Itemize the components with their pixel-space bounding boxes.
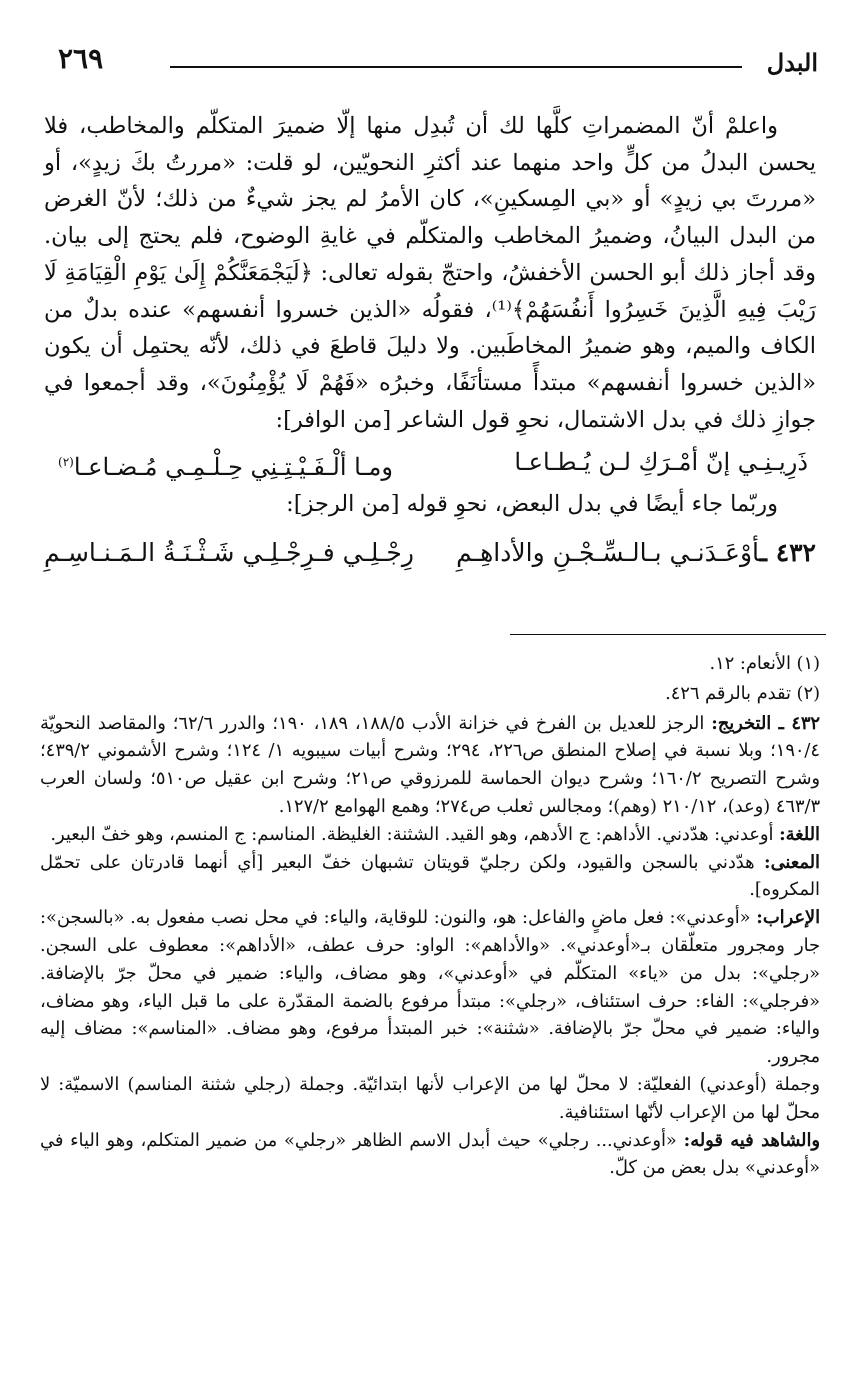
verse-432-first-hemistich: [456, 529, 816, 577]
paragraph-2: وربّما جاء أيضًا في بدل البعض، نحوِ قوله [من الرجز]:: [286, 491, 778, 518]
maana-note: [40, 849, 820, 905]
lugha-text: أوعدني: هدّدني. الأداهم: ج الأدهم، وهو القيد. الشثنة: الغليظة. المناسم: ج المنسم، وهو خفّ البعير.: [50, 823, 774, 845]
footnote-ref-2: (٢): [58, 455, 74, 470]
lugha-note: [40, 821, 820, 849]
shahid-note: [40, 1127, 820, 1183]
verse-1-second-hemistich: [58, 438, 393, 486]
shahid-label: والشاهد فيه قوله:: [683, 1129, 821, 1151]
poem-verse-432: [44, 529, 816, 577]
running-title: البدل: [766, 48, 818, 77]
page-number: ٢٦٩: [58, 42, 104, 75]
page-header: [58, 42, 818, 78]
irab-label: الإعراب:: [756, 907, 821, 929]
verse-number: ٤٣٢ ـ: [759, 538, 816, 568]
footnotes: [40, 648, 820, 1182]
jumla-note: وجملة (أوعدني) الفعليّة: لا محلّ لها من الإعراب لأنها ابتدائيّة. وجملة (رجلي شثنة المناسم) الاسميّة: لا محلّ لها من الإعراب لأنّها استئنافية.: [40, 1073, 820, 1123]
verse-432-first-hemistich-text: أوْعَـدَنـي بـالـسِّـجْـنِ والأداهِـمِ: [456, 538, 760, 568]
paragraph-1: واعلمْ أنّ المضمراتِ كلَّها لك أن تُبدِل منها إلّا ضميرَ المتكلّم والمخاطب، فلا يحسن البدلُ من كلٍّ واحد منهما عند أكثرِ النحويّين، لو قلت: «مررتُ بكَ زيدٍ»، أو «مررتَ بي زيدٍ» أو «بي المِسكينِ»، كان الأمرُ لم يجز شيءٌ من ذلك؛ لأنّ الغرض من البدل البيانُ، وضميرُ المخاطب والمتكلّم في غايةِ الوضوح، فلم يحتج إلى بيان. وقد أجاز ذلك أبو الحسن الأخفشُ، واحتجّ بقوله تعالى: ﴿لَيَجْمَعَنَّكُمْ إِلَىٰ يَوْمِ الْقِيَامَةِ لَا رَيْبَ فِيهِ الَّذِينَ خَسِرُوا أَنفُسَهُمْ﴾⁽¹⁾، فقولُه «الذين خسروا أنفسهم» عنده بدلٌ من الكاف والميم، وهو ضميرُ المخاطَبين. ولا دليلَ قاطعَ في ذلك، لأنّه يحتمِل أن يكون «الذين خسروا أنفسهم» مبتدأً مستأنَفًا، وخبرُه «فَهُمْ لَا يُؤْمِنُونَ»، وقد أجمعوا في جوازِ ذلك في بدل الاشتمال، نحوِ قول الشاعر [من الوافر]:: [44, 113, 816, 433]
footnote-1: (١) الأنعام: ١٢.: [709, 653, 820, 674]
poem-verse-1: [44, 438, 816, 486]
main-text: [44, 108, 816, 577]
irab-note: [40, 904, 820, 1071]
verse-1-first-hemistich: ذَرِيـنِـي إنّ أمْـرَكِ لـن يُـطـاعـا: [514, 448, 808, 477]
takhrij-label: ٤٣٢ ـ التخريج:: [711, 712, 820, 734]
verse-1-second-hemistich-text: ومـا ألْـفَـيْـتِـنِي حِـلْـمِـي مُـضـاعـا: [73, 453, 393, 482]
takhrij-note: [40, 710, 820, 821]
irab-text: «أوعدني»: فعل ماضٍ والفاعل: هو، والنون: للوقاية، والياء: في محل نصب مفعول به. «بالسجن»: جار ومجرور متعلّقان بـ«أوعدني». «والأداهم»: الواو: حرف عطف، «الأداهم»: معطوف على السجن. «رجلي»: بدل من «ياء» المتكلّم في «أوعدني»، وهو مضاف، والياء: ضمير في محلّ جرّ بالإضافة. «فرجلي»: الفاء: حرف استئناف، «رجلي»: مبتدأ مرفوع بالضمة المقدّرة على ما قبل الياء، وهو مضاف، والياء: ضمير في محلّ جرّ بالإضافة. «شثنة»: خبر المبتدأ مرفوع، وهو مضاف. «المناسم»: مضاف إليه مجرور.: [40, 907, 820, 1068]
maana-label: المعنى:: [764, 851, 820, 873]
footnote-separator: [510, 634, 826, 635]
lugha-label: اللغة:: [779, 823, 820, 845]
verse-432-second-hemistich: رِجْـلِـي فـرِجْـلِـي شَـثْـنَـةُ الـمَـنـاسِـمِ: [44, 538, 414, 568]
header-rule: [170, 66, 742, 68]
shahid-text: «أوعدني... رجلي» حيث أبدل الاسم الظاهر «رجلي» من ضمير المتكلم، وهو الياء في «أوعدني» بدل بعض من كلّ.: [40, 1129, 820, 1179]
takhrij-text: الرجز للعديل بن الفرخ في خزانة الأدب ١٨٨/٥، ١٨٩، ١٩٠؛ والدرر ٦٢/٦؛ والمقاصد النحويّة ١٩٠/٤؛ وبلا نسبة في إصلاح المنطق ص٢٢٦، ٢٩٤؛ وشرح أبيات سيبويه ١/ ١٢٤؛ وشرح الأشموني ٤٣٩/٢؛ وشرح التصريح ١٦٠/٢؛ وشرح ديوان الحماسة للمرزوقي ص٢١؛ وشرح ابن عقيل ص٥١٠؛ ولسان العرب ٤٦٣/٣ (وعد)، ٢١٠/١٢ (وهم)؛ ومجالس ثعلب ص٢٧٤؛ وهمع الهوامع ١٢٧/٢.: [40, 712, 820, 817]
footnote-2: (٢) تقدم بالرقم ٤٢٦.: [665, 682, 820, 704]
maana-text: هدّدني بالسجن والقيود، ولكن رجليّ قويتان تشبهان خفّ البعير [أي أنهما قادرتان على تحمّل المكروه].: [40, 851, 820, 901]
